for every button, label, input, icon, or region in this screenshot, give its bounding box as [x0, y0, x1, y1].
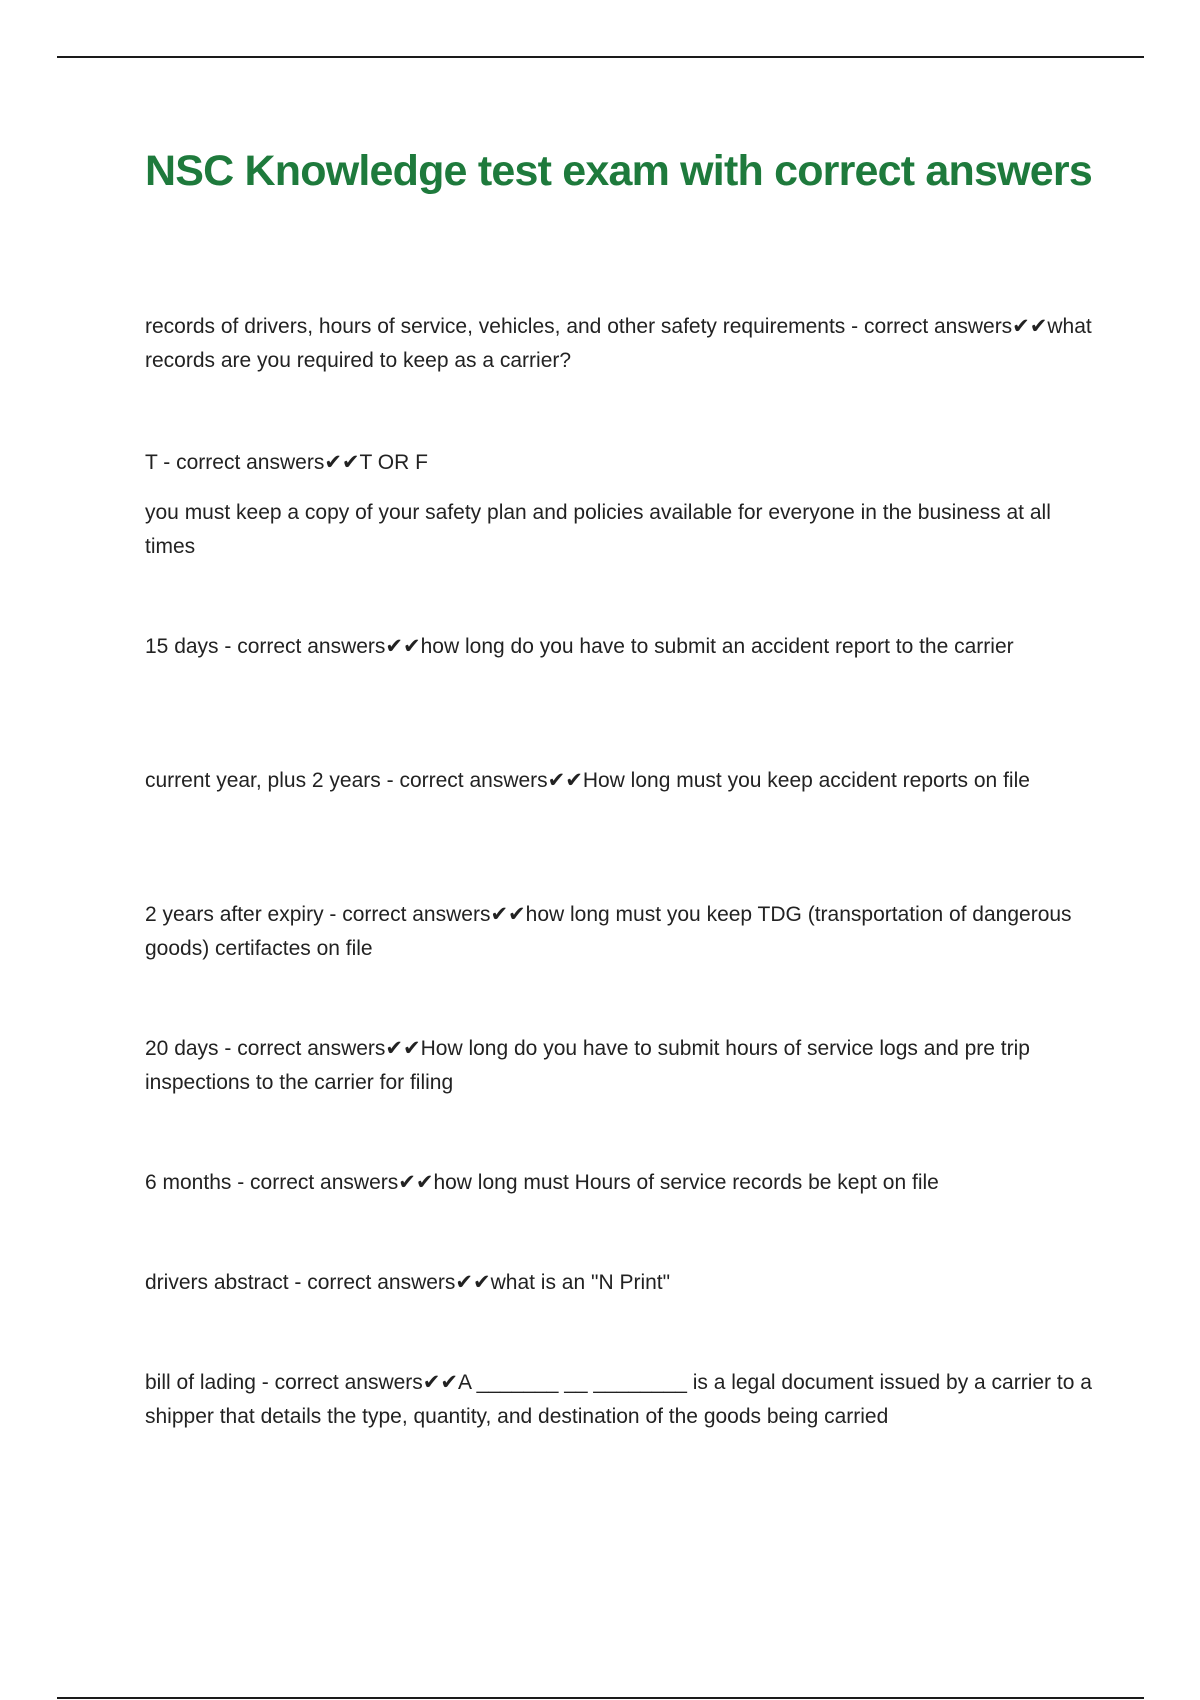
top-rule	[57, 56, 1144, 58]
page-title: NSC Knowledge test exam with correct answers	[145, 147, 1092, 195]
qa-item-6: 2 years after expiry - correct answers✔✔how long must you keep TDG (transportation of dangerous goods) certifactes on file	[145, 903, 1072, 960]
qa-item-8: 6 months - correct answers✔✔how long must Hours of service records be kept on file	[145, 1171, 939, 1194]
bottom-rule	[57, 1697, 1144, 1699]
qa-item-10: bill of lading - correct answers✔✔A _______ __ ________ is a legal document issued by a carrier to a shipper that details the type, quantity, and destination of the goods being carried	[145, 1371, 1092, 1428]
qa-item-4: 15 days - correct answers✔✔how long do you have to submit an accident report to the carrier	[145, 635, 1014, 658]
qa-item-3: you must keep a copy of your safety plan and policies available for everyone in the business at all times	[145, 501, 1051, 558]
qa-item-1: records of drivers, hours of service, vehicles, and other safety requirements - correct answers✔✔what records are you required to keep as a carrier?	[145, 315, 1092, 372]
qa-item-5: current year, plus 2 years - correct answers✔✔How long must you keep accident reports on file	[145, 769, 1030, 792]
qa-item-7: 20 days - correct answers✔✔How long do you have to submit hours of service logs and pre trip inspections to the carrier for filing	[145, 1037, 1030, 1094]
qa-item-2: T - correct answers✔✔T OR F	[145, 451, 428, 474]
qa-item-9: drivers abstract - correct answers✔✔what is an "N Print"	[145, 1271, 671, 1294]
